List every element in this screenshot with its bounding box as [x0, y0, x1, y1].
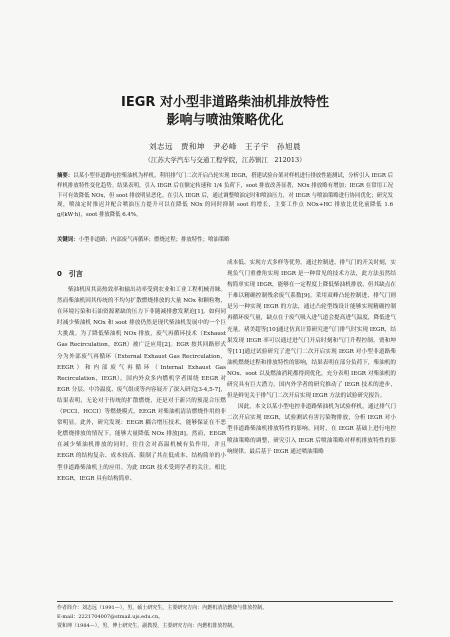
- abstract: [57, 172, 393, 221]
- right-column-body: [227, 258, 396, 458]
- paper-title-line1: IEGR 对小型非道路柴油机排放特性: [121, 95, 329, 110]
- body-paragraph: 成本低、实现方式多样等优势。通过控制进、排气门的开关时刻，实现负气门重叠角实现 IEGR 是一种常见的技术方法，此方法虽然结构简单实现 IEGR，能够在一定程度上降低柴油机排放，但其缺点在于难以精确控制残余废气系数[9]。采用双峰凸轮控制进、排气门则是另一种实现 IEGR 的方法，通过凸轮型线设计能够实现精确控制再循环废气量，缺点在于废气吸入进气道会提高进气温度，降低进气充量。褚美超等[10]通过仿真计算研究进气门排气时实现 IEGR，结果发现 IEGR 率可以通过进气门开启时刻和气门升程控制。贾和坤等[11]通过试验研究了进气门二次开启实现 IEGR 对小型非道路柴油机燃烧过程和排放特性的影响，结果表明在部分负荷下，柴油机的 NOx、soot 以及燃油消耗都得到优化，充分表明 IEGR 对柴油机的研究具有巨大潜力。国内外学者的研究推动了 IEGR 技术的进步，但是鲜见关于排气门二次开启实现 IEGR 方法的试验研究报告。: [227, 260, 396, 400]
- footnote-line: E-mail：2221704007@stmail.ujs.edu.cn。: [57, 614, 164, 620]
- body-paragraph: 柴油机因其高热效率和输出功率受到农业和工业工程机械青睐。然而柴油机因其传统的不均匀扩散燃烧排放的大量 NOx 和颗粒物，在环境污染和石油资源紧缺的压力下非随减排愈发紧迫[1]。如何同时减少柴油机 NOx 和 soot 排放仍然是现代柴油机发展中的一个巨大挑战。为了降低柴油机 NOx 排放，废气再循环技术（Exhaust Gas Recirculation，EGR）被广泛应用[2]。EGR 按其回路形式分为外部废气再循环（External Exhaust Gas Recirculation，EEGR）和内部废气再循环（Internal Exhaust Gas Recirculation，IEGR）。国内外众多内燃机学者围绕 EEGR 对 EGR 分层、中冷温度、废气组成等内容展开了深入研究[3-4,5-7]，结果表明，无论对于传统的扩散燃烧，还是对于新兴的预混合压燃（PCCI、HCCI）等燃烧模式，EEGR 对柴油机清洁燃烧作用的非常明显。此外，研究发现：EEGR 耦合增压技术，能够保证在不恶化燃烧排放的情况下，能够大量降低 NOx 排放[8]。然而，EEGR 在减少柴油机排放的同时，往往会对高温机械有负作用，并且 EEGR 的结构复杂、成本较高、限制了其在低成本、结构简单的小型非道路柴油机上的应用。为此 IEGR 技术受到学者的关注。相比 EEGR，IEGR 具有结构简单、: [57, 287, 226, 482]
- keywords-label: 关键词：: [57, 237, 79, 243]
- body-paragraph: 因此，本文以某小型电控非道路柴油机为试验样机，通过排气门二次开启实现 IEGR，试验测试有害污染物排放，分析 IEGR 对小型非道路柴油机排放特性的影响。同时，在 IEGR 基础上进行电控喷油策略的调整，研究引入 IEGR 后喷油策略对样机排放特性的影响规律。最后基于 IEGR 通过喷油策略: [227, 404, 396, 455]
- paper-title-line2: 影响与喷油策略优化: [166, 113, 284, 128]
- affiliation: （江苏大学汽车与交通工程学院，江苏镇江 212013）: [144, 156, 306, 164]
- footnote-line: 作者简介：刘志远（1991—），男，硕士研究生，主要研究方向：内燃机清洁燃烧与排放控制。: [57, 605, 268, 611]
- abstract-text: 以某小型非道路电控柴油机为样机，利用排气门二次开启凸轮实现 IEGR，搭建试验台架对样机进行排放性能测试，分析引入 IEGR 后样机排放特性变化趋势。结果表明，引入 IEGR 后在额定转速和 1/4 负荷下，soot 排放改善显著，NOx 排放略有增加；IEGR 在常用工况下可有效降低 NOx，但 soot 排放明显恶化。在引入 IEGR 后，通过调整喷油定时和喷油压力，对 IEGR 与喷油策略进行协同优化；研究发现，喷油定时推迟并配合喷油压力提升可以在降低 NOx 的同时抑制 soot 的增长，主要工作点 NOx+HC 排放比优化前降低 1.6 g/(kW·h)，soot 排放降低 6.4%。: [57, 173, 393, 219]
- footnote: [57, 601, 393, 631]
- right-column: [227, 258, 396, 458]
- keywords-text: 小型非道路；内部废气再循环；燃烧过程；排放特性；喷油策略: [78, 237, 230, 243]
- footnote-line: 贾和坤（1984—），男，博士研究生，副教授，主要研究方向：内燃机排放控制。: [57, 623, 238, 629]
- section-heading-introduction: 0 引言: [57, 270, 83, 278]
- left-column-body: [57, 285, 226, 485]
- keywords: [57, 236, 393, 245]
- left-column: [57, 258, 226, 485]
- author-list: 刘志远 贾和坤 尹必峰 王子宇 孙旭晨: [149, 142, 301, 151]
- abstract-label: 摘要：: [57, 173, 74, 179]
